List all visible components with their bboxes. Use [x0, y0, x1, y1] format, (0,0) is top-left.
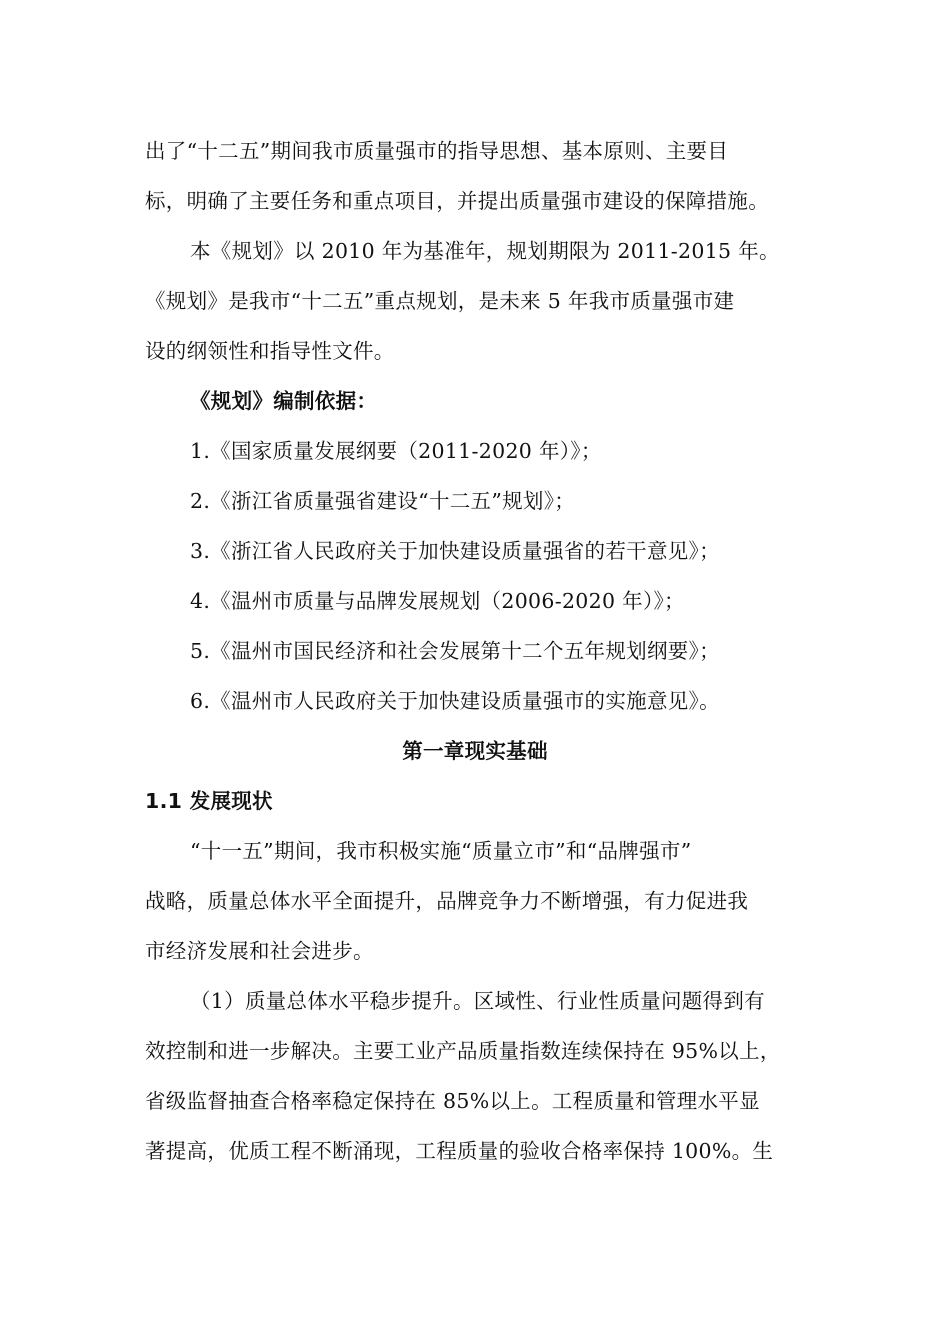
para2-line-1: （1）质量总体水平稳步提升。区域性、行业性质量问题得到有 [190, 989, 765, 1013]
chapter-title: 第一章现实基础 [402, 739, 548, 763]
basis-heading: 《规划》编制依据： [190, 389, 378, 413]
basis-item-5: 5.《温州市国民经济和社会发展第十二个五年规划纲要》； [190, 639, 720, 663]
para2-line-4: 著提高，优质工程不断涌现，工程质量的验收合格率保持 100%。生 [145, 1139, 774, 1163]
basis-item-6: 6.《温州市人民政府关于加快建设质量强市的实施意见》。 [190, 689, 720, 713]
intro-line-4: 《规划》是我市“十二五”重点规划，是未来 5 年我市质量强市建 [145, 289, 735, 313]
para1-line-1: “十一五”期间，我市积极实施“质量立市”和“品牌强市” [190, 839, 692, 863]
intro-line-5: 设的纲领性和指导性文件。 [145, 339, 395, 363]
para2-line-3: 省级监督抽查合格率稳定保持在 85%以上。工程质量和管理水平显 [145, 1089, 760, 1113]
intro-line-2: 标，明确了主要任务和重点项目，并提出质量强市建设的保障措施。 [145, 189, 769, 213]
para1-line-2: 战略，质量总体水平全面提升，品牌竞争力不断增强，有力促进我 [145, 889, 749, 913]
intro-line-1: 出了“十二五”期间我市质量强市的指导思想、基本原则、主要目 [145, 139, 729, 163]
para2-line-2: 效控制和进一步解决。主要工业产品质量指数连续保持在 95%以上， [145, 1039, 781, 1063]
para1-line-3: 市经济发展和社会进步。 [145, 939, 374, 963]
basis-item-2: 2.《浙江省质量强省建设“十二五”规划》； [190, 489, 576, 513]
basis-item-3: 3.《浙江省人民政府关于加快建设质量强省的若干意见》； [190, 539, 720, 563]
intro-line-3: 本《规划》以 2010 年为基准年，规划期限为 2011-2015 年。 [190, 239, 780, 263]
basis-item-4: 4.《温州市质量与品牌发展规划（2006-2020 年）》； [190, 589, 685, 613]
section-title: 1.1 发展现状 [145, 789, 273, 813]
basis-item-1: 1.《国家质量发展纲要（2011-2020 年）》； [190, 439, 602, 463]
